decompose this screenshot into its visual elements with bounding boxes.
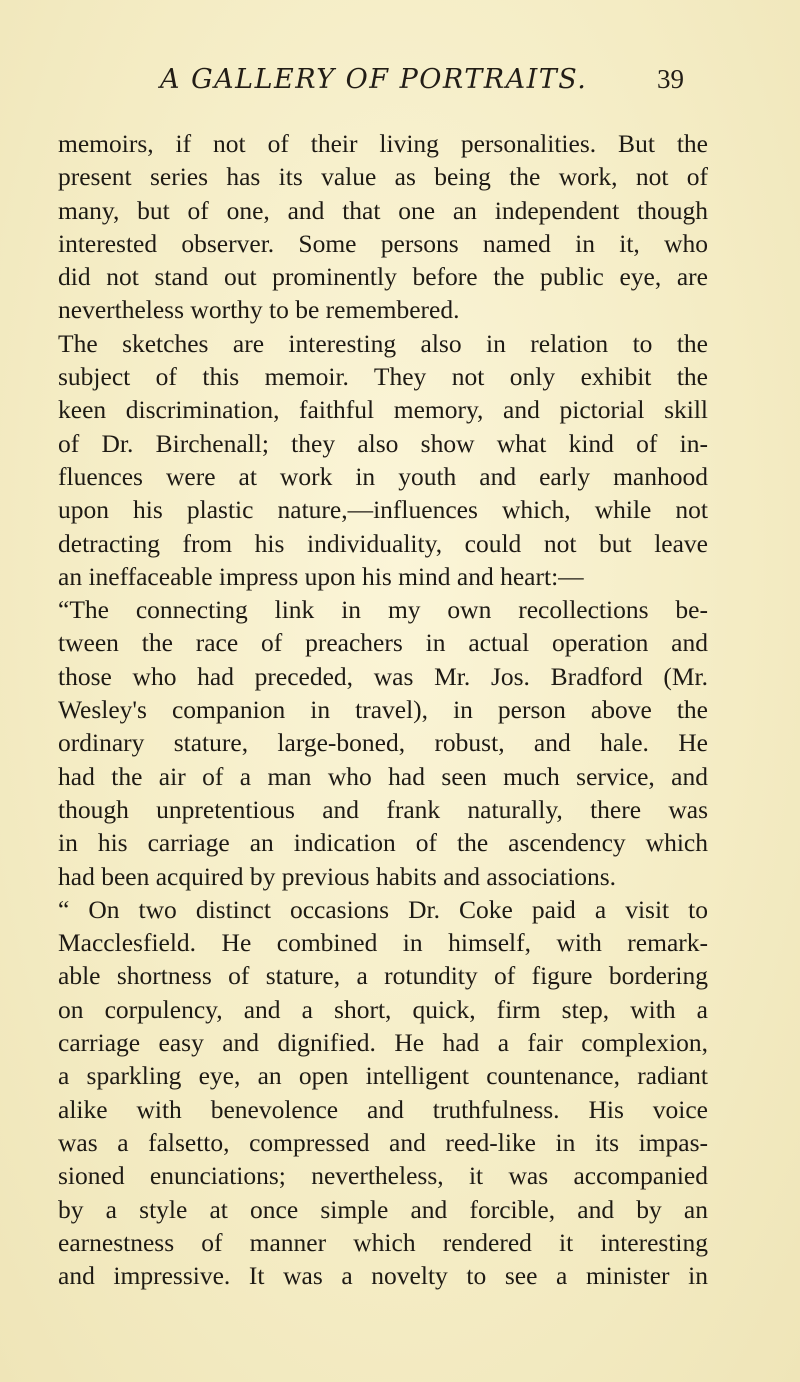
text-line: was a falsetto, compressed and reed-like in its impas- <box>58 1127 708 1157</box>
text-line: “ On two distinct occasions Dr. Coke paid a visit to <box>58 894 708 924</box>
text-line: fluences were at work in youth and early manhood <box>58 461 708 491</box>
text-line: interested observer. Some persons named in it, who <box>58 228 708 258</box>
text-line: “The connecting link in my own recollections be- <box>58 595 708 625</box>
text-line: subject of this memoir. They not only exhibit the <box>58 362 708 392</box>
text-line: those who had preceded, was Mr. Jos. Bradford (Mr. <box>58 661 708 691</box>
text-line: though unpretentious and frank naturally, there was <box>58 794 708 824</box>
text-line: present series has its value as being the work, not of <box>58 162 708 192</box>
text-line: Wesley's companion in travel), in person above the <box>58 695 708 725</box>
text-line: did not stand out prominently before the public eye, are <box>58 262 708 292</box>
text-line: ordinary stature, large-boned, robust, and hale. He <box>58 728 708 758</box>
text-line: nevertheless worthy to be remembered. <box>58 295 460 325</box>
body-text <box>58 127 708 1292</box>
text-line: had the air of a man who had seen much service, and <box>58 761 708 791</box>
text-line: on corpulency, and a short, quick, firm step, with a <box>58 994 708 1024</box>
text-line: of Dr. Birchenall; they also show what kind of in- <box>58 428 708 458</box>
text-line: upon his plastic nature,—influences which, while not <box>58 495 708 525</box>
text-line: a sparkling eye, an open intelligent countenance, radiant <box>58 1061 708 1091</box>
text-line: detracting from his individuality, could not but leave <box>58 528 708 558</box>
text-line: many, but of one, and that one an independent though <box>58 195 708 225</box>
page-number: 39 <box>657 64 684 94</box>
text-line: Macclesfield. He combined in himself, with remark- <box>58 928 708 958</box>
text-line: and impressive. It was a novelty to see a minister in <box>58 1261 708 1291</box>
text-line: in his carriage an indication of the ascendency which <box>58 828 708 858</box>
text-line: able shortness of stature, a rotundity of figure bordering <box>58 961 708 991</box>
text-line: had been acquired by previous habits and associations. <box>58 861 617 891</box>
text-line: by a style at once simple and forcible, and by an <box>58 1194 708 1224</box>
text-line: The sketches are interesting also in relation to the <box>58 328 708 358</box>
text-line: keen discrimination, faithful memory, and pictorial skill <box>58 395 708 425</box>
text-line: sioned enunciations; nevertheless, it was accompanied <box>58 1161 708 1191</box>
text-line: an ineffaceable impress upon his mind and heart:— <box>58 561 584 591</box>
text-line: alike with benevolence and truthfulness. His voice <box>58 1094 708 1124</box>
text-line: tween the race of preachers in actual operation and <box>58 628 708 658</box>
running-head <box>0 64 800 104</box>
text-line: memoirs, if not of their living personalities. But the <box>58 129 708 158</box>
text-line: carriage easy and dignified. He had a fair complexion, <box>58 1028 708 1058</box>
text-line: earnestness of manner which rendered it interesting <box>58 1227 708 1257</box>
running-title: A GALLERY OF PORTRAITS. <box>160 64 588 95</box>
